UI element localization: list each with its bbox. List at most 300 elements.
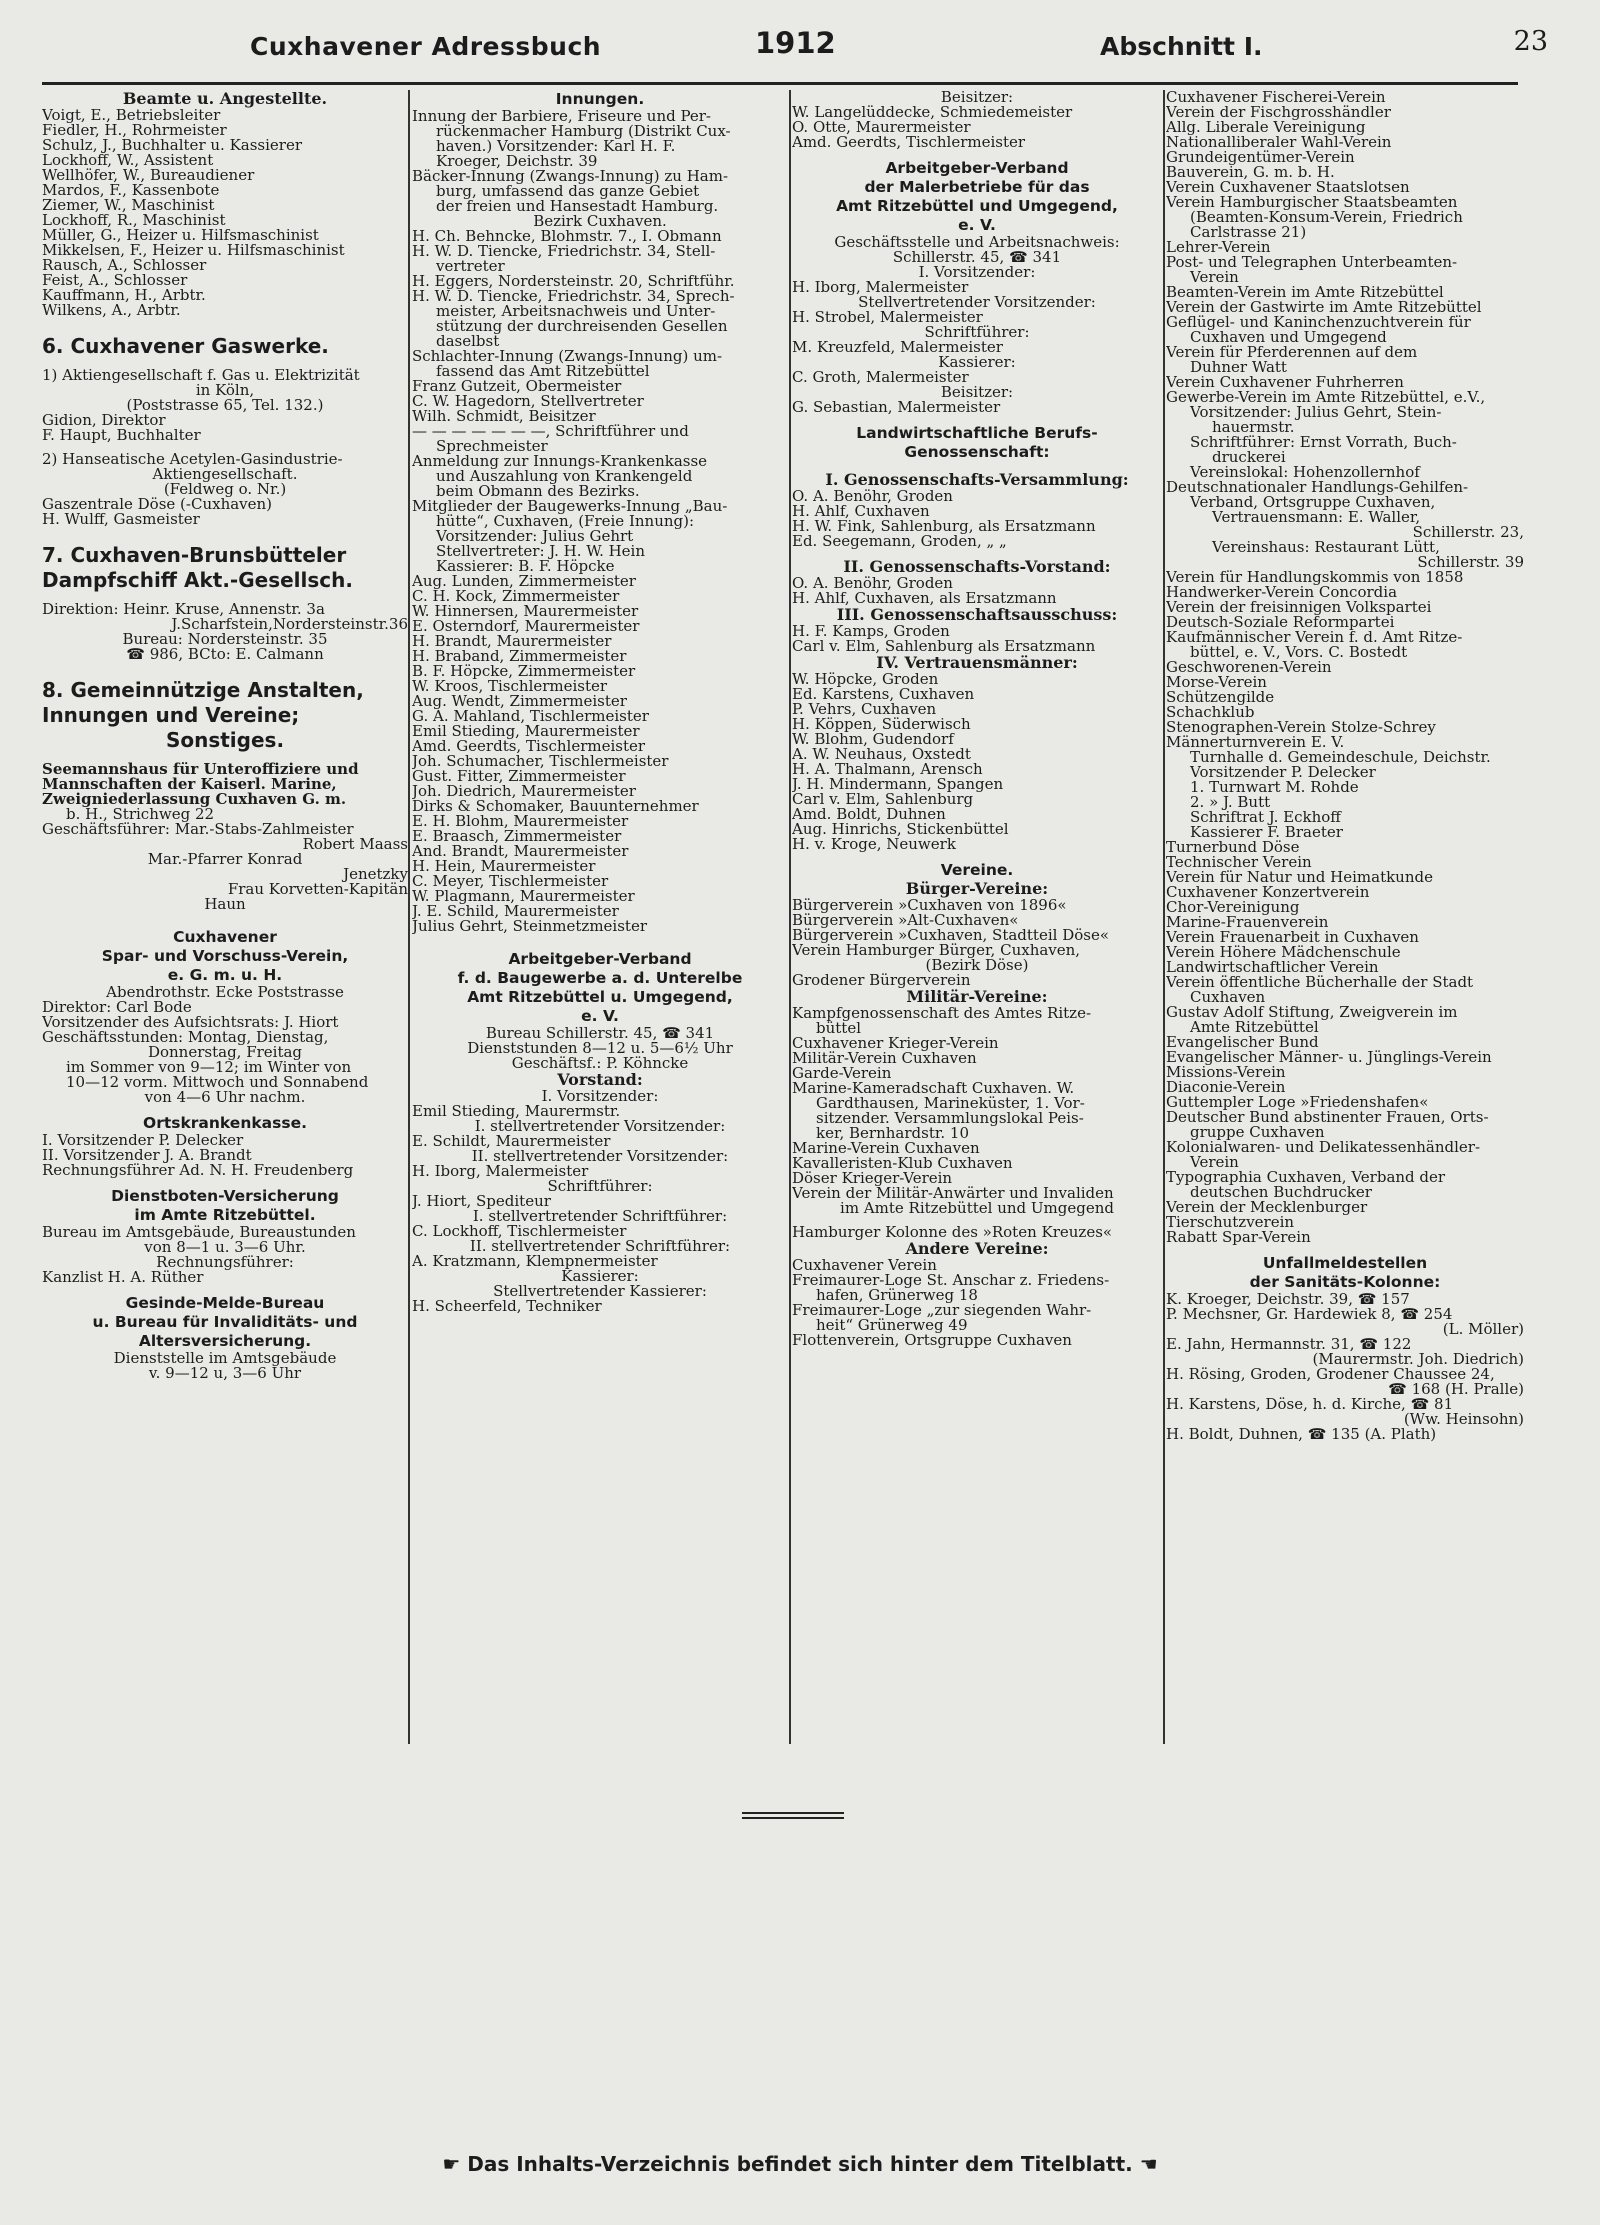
page-header <box>40 26 1560 70</box>
entry-line: H. Karstens, Döse, h. d. Kirche, ☎ 81 <box>1166 1397 1454 1412</box>
entry-line: C. Lockhoff, Tischlermeister <box>412 1224 627 1239</box>
entry-line: Handwerker-Verein Concordia <box>1166 585 1398 600</box>
entry-line: Cuxhavener Krieger-Verein <box>792 1036 999 1051</box>
section-heading: Dienstboten-Versicherung <box>111 1187 339 1205</box>
spacer <box>412 934 788 950</box>
entry-line: Gustav Adolf Stiftung, Zweigverein im <box>1166 1005 1458 1020</box>
entry-line: Cuxhavener Verein <box>792 1258 937 1273</box>
entry-line: Carl v. Elm, Sahlenburg <box>792 792 974 807</box>
spacer <box>42 662 408 678</box>
entry-line: Chor-Vereinigung <box>1166 900 1300 915</box>
entry-line: Franz Gutzeit, Obermeister <box>412 379 622 394</box>
entry-line: Jenetzky <box>343 867 408 882</box>
entry-line: Schillerstr. 45, ☎ 341 <box>892 250 1062 265</box>
entry-line: Bureau Schillerstr. 45, ☎ 341 <box>485 1026 715 1041</box>
entry-line: E. H. Blohm, Maurermeister <box>412 814 629 829</box>
entry-line: E. Schildt, Maurermeister <box>412 1134 611 1149</box>
section-heading: Amt Ritzebüttel u. Umgegend, <box>467 988 733 1006</box>
entry-line: Geschäftsstunden: Montag, Dienstag, <box>42 1030 329 1045</box>
entry-line: Voigt, E., Betriebsleiter <box>42 108 221 123</box>
entry-line: Beisitzer: <box>940 385 1014 400</box>
spacer <box>1166 1245 1524 1254</box>
entry-line: Diaconie-Verein <box>1166 1080 1286 1095</box>
entry-line: And. Brandt, Maurermeister <box>412 844 629 859</box>
entry-line: Schriftführer: Ernst Vorrath, Buch- <box>1190 435 1457 450</box>
entry-line: 2) Hanseatische Acetylen-Gasindustrie- <box>42 452 343 467</box>
entry-line: b. H., Strichweg 22 <box>66 807 215 822</box>
section-heading: f. d. Baugewerbe a. d. Unterelbe <box>457 969 743 987</box>
entry-line: Carlstrasse 21) <box>1190 225 1307 240</box>
entry-line: Schachklub <box>1166 705 1255 720</box>
entry-line: im Sommer von 9—12; im Winter von <box>66 1060 352 1075</box>
entry-line: Evangelischer Bund <box>1166 1035 1319 1050</box>
entry-line: Rabatt Spar-Verein <box>1166 1230 1311 1245</box>
entry-line: Verein der Gastwirte im Amte Ritzebüttel <box>1166 300 1482 315</box>
entry-line: büttel <box>816 1021 861 1036</box>
entry-line: Schillerstr. 39 <box>1417 555 1524 570</box>
entry-line: Deutschnationaler Handlungs-Gehilfen- <box>1166 480 1469 495</box>
section-heading: Genossenschaft: <box>904 443 1050 461</box>
entry-line: (Maurermstr. Joh. Diedrich) <box>1312 1352 1524 1367</box>
spacer <box>792 852 1162 861</box>
entry-line: Stellvertretender Vorsitzender: <box>858 295 1096 310</box>
section-heading: e. V. <box>958 216 996 234</box>
entry-line: von 8—1 u. 3—6 Uhr. <box>144 1240 306 1255</box>
spacer <box>42 1105 408 1114</box>
entry-line: Mardos, F., Kassenbote <box>42 183 220 198</box>
entry-line: hütte“, Cuxhaven, (Freie Innung): <box>436 514 695 529</box>
entry-line: Geflügel- und Kaninchenzuchtverein für <box>1166 315 1471 330</box>
entry-line: Innung der Barbiere, Friseure und Per- <box>412 109 712 124</box>
entry-line: heit“ Grünerweg 49 <box>816 1318 968 1333</box>
entry-line: II. Vorsitzender J. A. Brandt <box>42 1148 252 1163</box>
section-heading: der Malerbetriebe für das <box>864 178 1090 196</box>
entry-line: W. Plagmann, Maurermeister <box>412 889 635 904</box>
entry-line: Duhner Watt <box>1190 360 1287 375</box>
entry-line: Gust. Fitter, Zimmermeister <box>412 769 626 784</box>
entry-line: Rechnungsführer Ad. N. H. Freudenberg <box>42 1163 354 1178</box>
entry-line: Cuxhaven und Umgegend <box>1190 330 1387 345</box>
entry-line: W. Blohm, Gudendorf <box>792 732 954 747</box>
entry-line: deutschen Buchdrucker <box>1190 1185 1372 1200</box>
end-rule <box>742 1812 844 1822</box>
entry-line: Lockhoff, R., Maschinist <box>42 213 226 228</box>
entry-line: Verein Cuxhavener Staatslotsen <box>1166 180 1410 195</box>
entry-line: Cuxhavener Fischerei-Verein <box>1166 90 1386 105</box>
entry-line: Bureau im Amtsgebäude, Bureaustunden <box>42 1225 356 1240</box>
entry-line: Kavalleristen-Klub Cuxhaven <box>792 1156 1013 1171</box>
entry-line: von 4—6 Uhr nachm. <box>144 1090 306 1105</box>
entry-line: Schützengilde <box>1166 690 1275 705</box>
entry-line: Verein <box>1190 1155 1239 1170</box>
entry-line: Bürgerverein »Cuxhaven, Stadtteil Döse« <box>792 928 1110 943</box>
section-heading: Beamte u. Angestellte. <box>122 90 328 108</box>
entry-line: H. Ahlf, Cuxhaven, als Ersatzmann <box>792 591 1057 606</box>
entry-line: M. Kreuzfeld, Malermeister <box>792 340 1003 355</box>
entry-line: Deutsch-Soziale Reformpartei <box>1166 615 1395 630</box>
entry-line: Bäcker-Innung (Zwangs-Innung) zu Ham- <box>412 169 729 184</box>
entry-line: Verein Frauenarbeit in Cuxhaven <box>1166 930 1419 945</box>
entry-line: Vorsitzender: Julius Gehrt, Stein- <box>1190 405 1442 420</box>
entry-line: Dienststelle im Amtsgebäude <box>113 1351 337 1366</box>
spacer <box>42 527 408 543</box>
entry-line: Turnhalle d. Gemeindeschule, Deichstr. <box>1190 750 1491 765</box>
entry-line: Vereinslokal: Hohenzollernhof <box>1190 465 1420 480</box>
entry-line: H. Köppen, Süderwisch <box>792 717 971 732</box>
entry-line: Aug. Wendt, Zimmermeister <box>412 694 627 709</box>
entry-line: Kassierer: B. F. Höpcke <box>436 559 615 574</box>
entry-line: (Bezirk Döse) <box>925 958 1029 973</box>
entry-line: in Köln, <box>195 383 255 398</box>
entry-line: gruppe Cuxhaven <box>1190 1125 1325 1140</box>
entry-line: Schriftführer: <box>924 325 1030 340</box>
spacer <box>42 443 408 452</box>
entry-line: Mitglieder der Baugewerks-Innung „Bau- <box>412 499 728 514</box>
spacer <box>42 318 408 334</box>
spacer <box>42 753 408 762</box>
entry-line: I. Vorsitzender: <box>918 265 1036 280</box>
entry-line: Verein der Fischgrosshändler <box>1166 105 1391 120</box>
entry-line: I. stellvertretender Vorsitzender: <box>474 1119 726 1134</box>
entry-line: Zweigniederlassung Cuxhaven G. m. <box>42 792 347 807</box>
entry-line: Bureau: Nordersteinstr. 35 <box>122 632 328 647</box>
year: 1912 <box>755 26 836 60</box>
section-label: Abschnitt I. <box>1100 32 1263 61</box>
entry-line: meister, Arbeitsnachweis und Unter- <box>436 304 716 319</box>
entry-line: Nationalliberaler Wahl-Verein <box>1166 135 1392 150</box>
entry-line: Wellhöfer, W., Bureaudiener <box>42 168 255 183</box>
entry-line: (Ww. Heinsohn) <box>1403 1412 1524 1427</box>
entry-line: Marine-Verein Cuxhaven <box>792 1141 980 1156</box>
entry-line: und Auszahlung von Krankengeld <box>436 469 693 484</box>
entry-line: P. Mechsner, Gr. Hardewiek 8, ☎ 254 <box>1166 1307 1453 1322</box>
entry-line: Vereinshaus: Restaurant Lütt, <box>1212 540 1440 555</box>
entry-line: Allg. Liberale Vereinigung <box>1166 120 1366 135</box>
entry-line: ☎ 986, BCto: E. Calmann <box>126 647 324 662</box>
entry-line: Seemannshaus für Unteroffiziere und <box>42 762 359 777</box>
spacer <box>792 462 1162 471</box>
entry-line: Geschworenen-Verein <box>1166 660 1332 675</box>
entry-line: Morse-Verein <box>1166 675 1267 690</box>
entry-line: Emil Stieding, Maurermstr. <box>412 1104 621 1119</box>
entry-line: der freien und Hansestadt Hamburg. <box>436 199 719 214</box>
entry-line: Amte Ritzebüttel <box>1190 1020 1319 1035</box>
entry-line: Emil Stieding, Maurermeister <box>412 724 640 739</box>
entry-line: I. stellvertretender Schriftführer: <box>472 1209 728 1224</box>
section-heading: 6. Cuxhavener Gaswerke. <box>42 334 329 358</box>
entry-line: Beisitzer: <box>940 90 1014 105</box>
entry-line: ☎ 168 (H. Pralle) <box>1388 1382 1524 1397</box>
entry-line: v. 9—12 u, 3—6 Uhr <box>148 1366 302 1381</box>
entry-line: Kassierer: <box>938 355 1016 370</box>
entry-line: E. Jahn, Hermannstr. 31, ☎ 122 <box>1166 1337 1412 1352</box>
section-heading: Sonstiges. <box>165 728 285 752</box>
entry-line: Sprechmeister <box>436 439 548 454</box>
column-divider <box>1163 90 1165 1744</box>
entry-line: Wilkens, A., Arbtr. <box>42 303 181 318</box>
entry-line: burg, umfassend das ganze Gebiet <box>436 184 700 199</box>
entry-line: rückenmacher Hamburg (Distrikt Cux- <box>436 124 731 139</box>
entry-line: Bauverein, G. m. b. H. <box>1166 165 1335 180</box>
entry-line: H. Braband, Zimmermeister <box>412 649 627 664</box>
entry-line: W. Kroos, Tischlermeister <box>412 679 608 694</box>
entry-line: Stenographen-Verein Stolze-Schrey <box>1166 720 1436 735</box>
section-heading: Bürger-Vereine: <box>905 880 1049 898</box>
entry-line: Donnerstag, Freitag <box>147 1045 303 1060</box>
entry-line: B. F. Höpcke, Zimmermeister <box>412 664 636 679</box>
entry-line: Robert Maass <box>302 837 408 852</box>
running-title: Cuxhavener Adressbuch <box>250 32 602 61</box>
entry-line: E. Osterndorf, Maurermeister <box>412 619 640 634</box>
entry-line: Gewerbe-Verein im Amte Ritzebüttel, e.V., <box>1166 390 1486 405</box>
entry-line: H. W. D. Tiencke, Friedrichstr. 34, Sprech- <box>412 289 735 304</box>
entry-line: W. Höpcke, Groden <box>792 672 939 687</box>
entry-line: Deutscher Bund abstinenter Frauen, Orts- <box>1166 1110 1489 1125</box>
entry-line: Verein für Pferderennen auf dem <box>1166 345 1418 360</box>
entry-line: druckerei <box>1212 450 1286 465</box>
entry-line: fassend das Amt Ritzebüttel <box>436 364 650 379</box>
column-3 <box>792 90 1162 1745</box>
entry-line: Amd. Geerdts, Tischlermeister <box>792 135 1026 150</box>
entry-line: Verein Höhere Mädchenschule <box>1166 945 1401 960</box>
spacer <box>42 593 408 602</box>
entry-line: Schillerstr. 23, <box>1412 525 1524 540</box>
entry-line: im Amte Ritzebüttel und Umgegend <box>840 1201 1114 1216</box>
entry-line: Rechnungsführer: <box>156 1255 294 1270</box>
entry-line: Geschäftsstelle und Arbeitsnachweis: <box>834 235 1120 250</box>
entry-line: Rausch, A., Schlosser <box>42 258 207 273</box>
entry-line: C. Meyer, Tischlermeister <box>412 874 609 889</box>
entry-line: beim Obmann des Bezirks. <box>436 484 640 499</box>
section-heading: Vereine. <box>940 861 1014 879</box>
section-heading: u. Bureau für Invaliditäts- und <box>92 1313 358 1331</box>
entry-line: ker, Bernhardstr. 10 <box>816 1126 970 1141</box>
entry-line: büttel, e. V., Vors. C. Bostedt <box>1190 645 1408 660</box>
entry-line: Flottenverein, Ortsgruppe Cuxhaven <box>792 1333 1072 1348</box>
section-heading: Militär-Vereine: <box>906 988 1048 1006</box>
entry-line: Aug. Hinrichs, Stickenbüttel <box>792 822 1009 837</box>
entry-line: Landwirtschaftlicher Verein <box>1166 960 1379 975</box>
section-heading: Dampfschiff Akt.-Gesellsch. <box>42 568 353 592</box>
entry-line: I. Vorsitzender P. Delecker <box>42 1133 244 1148</box>
entry-line: Post- und Telegraphen Unterbeamten- <box>1166 255 1458 270</box>
section-heading: Innungen und Vereine; <box>42 703 300 727</box>
column-divider <box>789 90 791 1744</box>
entry-line: II. stellvertretender Schriftführer: <box>469 1239 731 1254</box>
pointing-hand-right-icon: ☛ <box>442 2152 461 2176</box>
entry-line: P. Vehrs, Cuxhaven <box>792 702 937 717</box>
entry-line: Kassierer: <box>561 1269 639 1284</box>
entry-line: H. Scheerfeld, Techniker <box>412 1299 602 1314</box>
section-heading: Cuxhavener <box>173 928 277 946</box>
entry-line: Müller, G., Heizer u. Hilfsmaschinist <box>42 228 319 243</box>
section-heading: Innungen. <box>555 90 645 108</box>
entry-line: Cuxhavener Konzertverein <box>1166 885 1370 900</box>
entry-line: Kolonialwaren- und Delikatessenhändler- <box>1166 1140 1481 1155</box>
entry-line: O. A. Benöhr, Groden <box>792 576 953 591</box>
entry-line: Ed. Seegemann, Groden, „ „ <box>792 534 1007 549</box>
entry-line: H. Rösing, Groden, Grodener Chaussee 24, <box>1166 1367 1495 1382</box>
spacer <box>42 359 408 368</box>
entry-line: (L. Möller) <box>1442 1322 1524 1337</box>
column-2 <box>412 90 788 1745</box>
entry-line: H. Ch. Behncke, Blohmstr. 7., I. Obmann <box>412 229 722 244</box>
entry-line: 1) Aktiengesellschaft f. Gas u. Elektrizität <box>42 368 360 383</box>
entry-line: H. Wulff, Gasmeister <box>42 512 200 527</box>
entry-line: E. Braasch, Zimmermeister <box>412 829 622 844</box>
entry-line: I. Vorsitzender: <box>541 1089 659 1104</box>
entry-line: Geschäftsführer: Mar.-Stabs-Zahlmeister <box>42 822 354 837</box>
entry-line: H. Iborg, Malermeister <box>792 280 969 295</box>
entry-line: Aug. Lunden, Zimmermeister <box>412 574 636 589</box>
spacer <box>42 1178 408 1187</box>
entry-line: Militär-Verein Cuxhaven <box>792 1051 977 1066</box>
entry-line: Turnerbund Döse <box>1166 840 1300 855</box>
section-heading: e. V. <box>581 1007 619 1025</box>
section-heading: Andere Vereine: <box>905 1240 1049 1258</box>
entry-line: Vorsitzender P. Delecker <box>1190 765 1376 780</box>
entry-line: Joh. Schumacher, Tischlermeister <box>412 754 669 769</box>
entry-line: H. Eggers, Nordersteinstr. 20, Schriftführ. <box>412 274 735 289</box>
section-heading: 7. Cuxhaven-Brunsbütteler <box>42 543 347 567</box>
entry-line: daselbst <box>436 334 500 349</box>
entry-line: Hamburger Kolonne des »Roten Kreuzes« <box>792 1225 1113 1240</box>
entry-line: Frau Korvetten-Kapitän <box>227 882 408 897</box>
entry-line: Döser Krieger-Verein <box>792 1171 953 1186</box>
entry-line: — — — — — — —, Schriftführer und <box>412 424 689 439</box>
entry-line: Kassierer F. Braeter <box>1190 825 1343 840</box>
entry-line: Wilh. Schmidt, Beisitzer <box>412 409 596 424</box>
entry-line: Stellvertretender Kassierer: <box>493 1284 707 1299</box>
entry-line: A. W. Neuhaus, Oxstedt <box>792 747 971 762</box>
entry-line: H. v. Kroge, Neuwerk <box>792 837 956 852</box>
entry-line: Technischer Verein <box>1166 855 1312 870</box>
entry-line: Missions-Verein <box>1166 1065 1286 1080</box>
spacer <box>42 912 408 928</box>
entry-line: O. Otte, Maurermeister <box>792 120 971 135</box>
section-heading: im Amte Ritzebüttel. <box>134 1206 316 1224</box>
column-divider <box>408 90 410 1744</box>
entry-line: K. Kroeger, Deichstr. 39, ☎ 157 <box>1166 1292 1410 1307</box>
section-heading: 8. Gemeinnützige Anstalten, <box>42 678 364 702</box>
entry-line: Mikkelsen, F., Heizer u. Hilfsmaschinist <box>42 243 345 258</box>
entry-line: Beamten-Verein im Amte Ritzebüttel <box>1166 285 1444 300</box>
entry-line: Kampfgenossenschaft des Amtes Ritze- <box>792 1006 1092 1021</box>
section-heading: Spar- und Vorschuss-Verein, <box>101 947 349 965</box>
entry-line: Anmeldung zur Innungs-Krankenkasse <box>412 454 708 469</box>
entry-line: C. W. Hagedorn, Stellvertreter <box>412 394 644 409</box>
footer-note <box>0 2152 1600 2176</box>
section-heading: I. Genossenschafts-Versammlung: <box>825 471 1129 489</box>
entry-line: H. A. Thalmann, Arensch <box>792 762 983 777</box>
entry-line: Schriftführer: <box>547 1179 653 1194</box>
entry-line: Marine-Kameradschaft Cuxhaven. W. <box>792 1081 1075 1096</box>
entry-line: Grundeigentümer-Verein <box>1166 150 1355 165</box>
entry-line: Gardthausen, Marineküster, 1. Vor- <box>816 1096 1085 1111</box>
entry-line: Bezirk Cuxhaven. <box>533 214 667 229</box>
entry-line: Vertrauensmann: E. Waller, <box>1212 510 1421 525</box>
entry-line: Mar.-Pfarrer Konrad <box>147 852 303 867</box>
entry-line: C. Groth, Malermeister <box>792 370 969 385</box>
entry-line: Typographia Cuxhaven, Verband der <box>1166 1170 1446 1185</box>
entry-line: haven.) Vorsitzender: Karl H. F. <box>436 139 676 154</box>
entry-line: hauermstr. <box>1212 420 1295 435</box>
entry-line: W. Hinnersen, Maurermeister <box>412 604 639 619</box>
column-4 <box>1166 90 1524 1745</box>
entry-line: Julius Gehrt, Steinmetzmeister <box>412 919 647 934</box>
entry-line: H. Boldt, Duhnen, ☎ 135 (A. Plath) <box>1166 1427 1437 1442</box>
entry-line: stützung der durchreisenden Gesellen <box>436 319 728 334</box>
entry-line: Verein Cuxhavener Fuhrherren <box>1166 375 1404 390</box>
section-heading: Gesinde-Melde-Bureau <box>125 1294 325 1312</box>
entry-line: H. Brandt, Maurermeister <box>412 634 612 649</box>
entry-line: Freimaurer-Loge St. Anschar z. Friedens- <box>792 1273 1110 1288</box>
entry-line: H. W. Fink, Sahlenburg, als Ersatzmann <box>792 519 1096 534</box>
spacer <box>792 150 1162 159</box>
entry-line: Carl v. Elm, Sahlenburg als Ersatzmann <box>792 639 1096 654</box>
entry-line: Stellvertreter: J. H. W. Hein <box>436 544 646 559</box>
entry-line: Schriftrat J. Eckhoff <box>1190 810 1341 825</box>
entry-line: 2. » J. Butt <box>1190 795 1271 810</box>
entry-line: Tierschutzverein <box>1166 1215 1295 1230</box>
entry-line: Ed. Karstens, Cuxhaven <box>792 687 975 702</box>
entry-line: 1. Turnwart M. Rohde <box>1190 780 1359 795</box>
section-heading: Ortskrankenkasse. <box>143 1114 307 1132</box>
entry-line: A. Kratzmann, Klempnermeister <box>412 1254 658 1269</box>
entry-line: Gaszentrale Döse (-Cuxhaven) <box>42 497 273 512</box>
entry-line: Verein der Mecklenburger <box>1166 1200 1368 1215</box>
section-heading: der Sanitäts-Kolonne: <box>1249 1273 1441 1291</box>
entry-line: Verband, Ortsgruppe Cuxhaven, <box>1190 495 1436 510</box>
entry-line: Feist, A., Schlosser <box>42 273 188 288</box>
entry-line: II. stellvertretender Vorsitzender: <box>471 1149 729 1164</box>
entry-line: H. Ahlf, Cuxhaven <box>792 504 930 519</box>
entry-line: Guttempler Loge »Friedenshafen« <box>1166 1095 1429 1110</box>
spacer <box>42 1285 408 1294</box>
entry-line: Grodener Bürgerverein <box>792 973 971 988</box>
section-heading: Arbeitgeber-Verband <box>885 159 1069 177</box>
entry-line: Haun <box>204 897 246 912</box>
entry-line: Verein der freisinnigen Volkspartei <box>1166 600 1432 615</box>
entry-line: Joh. Diedrich, Maurermeister <box>412 784 636 799</box>
section-heading: Arbeitgeber-Verband <box>508 950 692 968</box>
entry-line: Amd. Geerdts, Tischlermeister <box>412 739 646 754</box>
entry-line: Verein Hamburgischer Staatsbeamten <box>1166 195 1458 210</box>
entry-line: H. F. Kamps, Groden <box>792 624 950 639</box>
entry-line: Abendrothstr. Ecke Poststrasse <box>106 985 344 1000</box>
section-heading: III. Genossenschaftsausschuss: <box>836 606 1118 624</box>
spacer <box>792 1216 1162 1225</box>
spacer <box>792 415 1162 424</box>
entry-line: (Feldweg o. Nr.) <box>163 482 287 497</box>
entry-line: Schlachter-Innung (Zwangs-Innung) um- <box>412 349 723 364</box>
entry-line: Vorsitzender des Aufsichtsrats: J. Hiort <box>42 1015 339 1030</box>
section-heading: II. Genossenschafts-Vorstand: <box>843 558 1111 576</box>
spacer <box>792 549 1162 558</box>
entry-line: Kroeger, Deichstr. 39 <box>436 154 598 169</box>
entry-line: 10—12 vorm. Mittwoch und Sonnabend <box>66 1075 369 1090</box>
entry-line: Bürgerverein »Alt-Cuxhaven« <box>792 913 1019 928</box>
entry-line: Schulz, J., Buchhalter u. Kassierer <box>42 138 303 153</box>
entry-line: Cuxhaven <box>1190 990 1266 1005</box>
entry-line: Lockhoff, W., Assistent <box>42 153 214 168</box>
entry-line: Aktiengesellschaft. <box>152 467 298 482</box>
entry-line: G. Sebastian, Malermeister <box>792 400 1001 415</box>
entry-line: Dirks & Schomaker, Bauunternehmer <box>412 799 699 814</box>
entry-line: Garde-Verein <box>792 1066 892 1081</box>
entry-line: (Poststrasse 65, Tel. 132.) <box>126 398 324 413</box>
entry-line: Geschäftsf.: P. Köhncke <box>511 1056 689 1071</box>
